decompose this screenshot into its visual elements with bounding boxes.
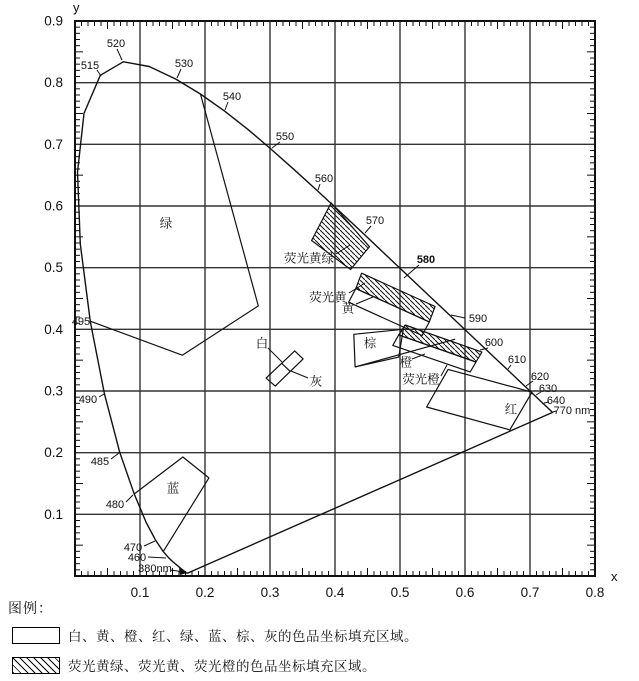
- wavelength-label-560: 560: [314, 173, 334, 185]
- wavelength-label-540: 540: [222, 91, 242, 103]
- wavelength-label-485: 485: [90, 456, 110, 468]
- wavelength-label-490: 490: [78, 394, 98, 406]
- x-axis-title: x: [611, 569, 618, 584]
- wavelength-label-610: 610: [507, 354, 527, 366]
- svg-text:0.6: 0.6: [44, 198, 63, 214]
- svg-text:0.4: 0.4: [325, 585, 345, 600]
- wavelength-label-640: 640: [546, 395, 566, 407]
- wavelength-label-580: 580: [416, 254, 436, 266]
- legend-item-solid-regions: [12, 625, 418, 645]
- wavelength-label-470: 470: [123, 542, 143, 554]
- legend-swatch-hatched: [12, 657, 60, 674]
- svg-text:0.9: 0.9: [44, 13, 63, 29]
- svg-text:0.5: 0.5: [44, 260, 63, 276]
- region-label: 蓝: [166, 481, 180, 496]
- region-label: 绿: [159, 216, 173, 231]
- region-blue: [134, 457, 209, 551]
- region-label: 荧光黄: [309, 290, 347, 305]
- region-label: 橙: [399, 355, 413, 370]
- region-label: 红: [504, 402, 518, 417]
- svg-text:0.3: 0.3: [260, 585, 280, 600]
- wavelength-label-570: 570: [365, 215, 385, 227]
- wavelength-labels: [72, 38, 591, 575]
- wavelength-label-530: 530: [174, 58, 194, 70]
- legend-item-fluorescent-regions: [12, 655, 376, 675]
- svg-text:0.6: 0.6: [455, 585, 475, 600]
- legend-title: 图例：: [8, 600, 53, 616]
- svg-text:0.3: 0.3: [44, 383, 63, 399]
- wavelength-label-620: 620: [530, 371, 550, 383]
- svg-text:0.8: 0.8: [44, 75, 63, 91]
- svg-text:0.5: 0.5: [390, 585, 410, 600]
- region-label: 黄: [341, 301, 355, 316]
- svg-text:0.1: 0.1: [44, 506, 63, 522]
- legend-text-solid-regions: 白、黄、橙、红、绿、蓝、棕、灰的色品坐标填充区域。: [68, 629, 418, 644]
- legend-text-fluorescent-regions: 荧光黄绿、荧光黄、荧光橙的色品坐标填充区域。: [68, 659, 376, 674]
- region-white-gray-outline: [266, 351, 303, 386]
- wavelength-label-600: 600: [484, 337, 504, 349]
- svg-text:0.7: 0.7: [520, 585, 540, 600]
- region-green: [91, 94, 259, 355]
- wavelength-label-630: 630: [538, 383, 558, 395]
- color-regions: [91, 94, 532, 552]
- wavelength-label-515: 515: [80, 60, 100, 72]
- wavelength-label-380nm: 380nm: [138, 563, 172, 575]
- legend-swatch-plain: [12, 627, 60, 644]
- wavelength-label-480: 480: [105, 499, 125, 511]
- y-axis-title: y: [73, 0, 80, 15]
- svg-text:0.1: 0.1: [130, 585, 150, 600]
- wavelength-label-770nm: 770 nm: [553, 405, 591, 417]
- region-white-gray-divider: [282, 363, 290, 371]
- region-fluorescent-yellow: [356, 273, 435, 322]
- svg-text:0.8: 0.8: [585, 585, 605, 600]
- svg-text:0.7: 0.7: [44, 136, 63, 152]
- svg-text:0.2: 0.2: [44, 445, 63, 461]
- wavelength-label-495: 495: [71, 316, 91, 328]
- region-label: 荧光黄绿: [283, 251, 335, 266]
- svg-text:0.4: 0.4: [44, 321, 63, 337]
- wavelength-label-590: 590: [468, 313, 488, 325]
- wavelength-label-460: 460: [127, 552, 147, 564]
- svg-text:0.2: 0.2: [195, 585, 215, 600]
- region-label: 荧光橙: [402, 372, 440, 387]
- wavelength-label-550: 550: [275, 131, 295, 143]
- region-label: 棕: [363, 336, 377, 351]
- wavelength-label-520: 520: [106, 38, 126, 50]
- region-label: 白: [255, 336, 269, 351]
- region-brown: [354, 329, 404, 367]
- region-label: 灰: [309, 374, 323, 389]
